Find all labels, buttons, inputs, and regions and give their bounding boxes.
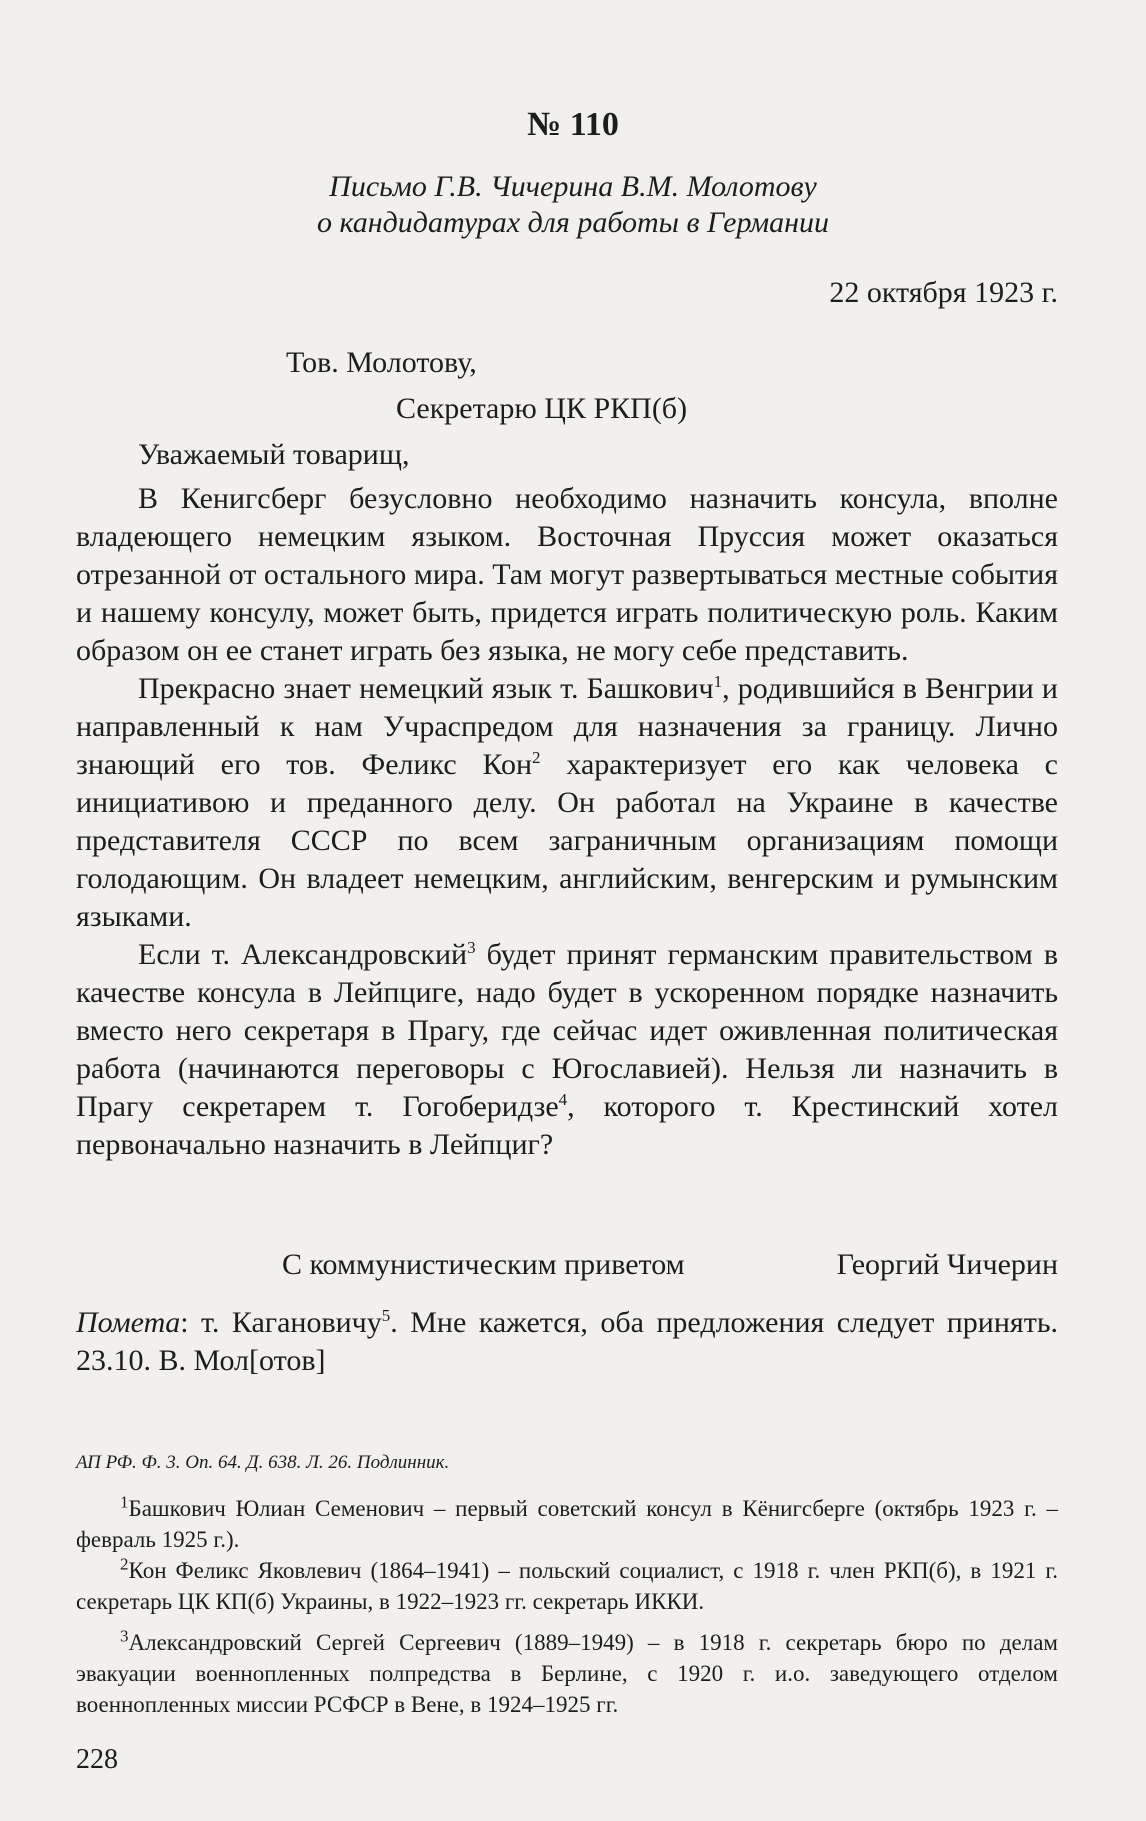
archive-source: АП РФ. Ф. 3. Оп. 64. Д. 638. Л. 26. Подлинник.: [76, 1452, 450, 1473]
document-title-line-2: о кандидатурах для работы в Германии: [316, 206, 830, 239]
paragraph-1: В Кенигсберг безусловно необходимо назначить консула, вполне владеющего немецким языком. Восточная Пруссия может оказаться отрезанной от остального мира. Там могут развертываться местные события и нашему консулу, может быть, придется играть политическую роль. Каким образом он ее станет играть без языка, не могу себе представить.: [76, 482, 1058, 667]
greeting: Уважаемый товарищ,: [138, 438, 410, 471]
footnote-2: $^2$Кон Феликс Яковлевич (1864–1941) – польский социалист, с 1918 г. член РКП(б), в 1921 г. секретарь ЦК КП(б) Украины, в 1922–1923 гг. секретарь ИККИ.: [76, 1554, 1058, 1614]
footnote-3: $^3$Александровский Сергей Сергеевич (1889–1949) – в 1918 г. секретарь бюро по делам эвакуации военнопленных полпредства в Берлине, с 1920 г. и.о. заведующего отделом военнопленных миссии РСФСР в Вене, в 1924–1925 гг.: [76, 1626, 1058, 1717]
document-number: № 110: [527, 106, 619, 143]
footnote-ref-4: 4: [558, 1090, 568, 1109]
footnotes: [76, 1493, 1058, 1720]
document-title-line-1: Письмо Г.В. Чичерина В.М. Молотову: [329, 170, 817, 203]
footnote-1: $^1$Башкович Юлиан Семенович – первый советский консул в Кёнигсберге (октябрь 1923 г. – февраль 1925 г.).: [76, 1492, 1058, 1552]
paragraph-3: Если т. Александровский$^3$ будет принят германским правительством в качестве консула в Лейпциге, надо будет в ускоренном порядке назначить вместо него секретаря в Прагу, где сейчас идет оживленная политическая работа (начинаются переговоры с Югославией). Нельзя ли назначить в Прагу секретарем т. Гогоберидзе$^4$, которого т. Крестинский хотел первоначально назначить в Лейпциг?: [76, 938, 1059, 1161]
letter-body: [76, 480, 1058, 1164]
footnote-ref-5: 5: [381, 1306, 391, 1325]
footnote-ref-2: 2: [532, 748, 541, 767]
letter-date: 22 октября 1923 г.: [829, 276, 1058, 309]
resolution-note: Пометa: т. Кагановичу$^5$. Мне кажется, оба предложения следует принять. 23.10. В. Мол[отов]: [76, 1306, 1058, 1377]
signature: Георгий Чичерин: [836, 1248, 1058, 1281]
closing: С коммунистическим приветом: [282, 1248, 685, 1281]
footnote-ref-3: 3: [467, 938, 476, 957]
addressee-line-2: Секретарю ЦК РКП(б): [396, 392, 688, 425]
footnote-ref-1: 1: [713, 672, 723, 691]
paragraph-2: Прекрасно знает немецкий язык т. Башкович$^1$, родившийся в Венгрии и направленный к нам Учраспредом для назначения за границу. Лично знающий его тов. Феликс Кон$^2$ характеризует его как человека с инициативою и преданного делу. Он работал на Украине в качестве представителя СССР по всем заграничным организациям помощи голодающим. Он владеет немецким, английским, венгерским и румынским языками.: [76, 672, 1058, 933]
note-label: Пометa: [76, 1306, 181, 1339]
page-number: 228: [76, 1744, 118, 1775]
addressee-line-1: Тов. Молотову,: [286, 346, 477, 379]
